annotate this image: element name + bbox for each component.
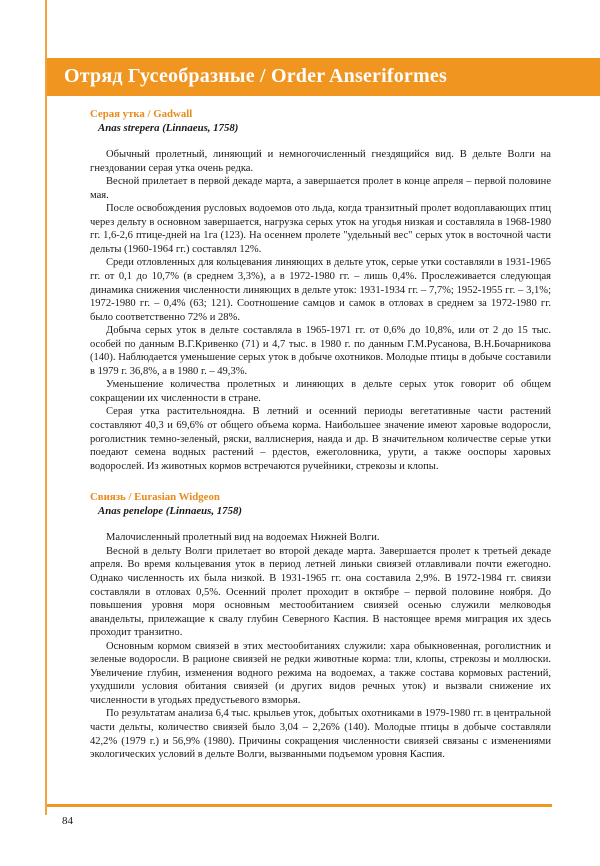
section-spacer (90, 473, 551, 491)
paragraph: Малочисленный пролетный вид на водоемах Нижней Волги. (106, 532, 380, 544)
paragraph: Уменьшение количества пролетных и линяющих в дельте серых уток говорит об общем сокращении их численности в стране. (90, 379, 551, 404)
section-title: Серая утка / Gadwall (90, 108, 193, 120)
paragraph: Серая утка растительноядна. В летний и осенний периоды вегетативные части растений составляют 40,3 и 69,6% от общего объема корма. Наибольшее значение имеют харовые водоросли, роголистник темно-зеленый, ряски, валлиснерия, наяда и др. В значительном количестве серые утки поедают семена водных растений – рдестов, ежеголовника, урути, а также ооспоры харовых водорослей. Из животных кормов встречаются ручейники, стрекозы и клопы. (90, 406, 551, 472)
left-margin-rule (45, 0, 47, 815)
paragraph: Добыча серых уток в дельте составляла в 1965-1971 гг. от 0,6% до 10,8%, или от 2 до 15 тыс. особей по данным В.Г.Кривенко (71) и 4,7 тыс. в 1980 г. по данным Г.М.Русанова, В.Н.Бочарникова (140). Наблюдается уменьшение серых уток в добыче охотников. Молодые птицы в добыче составили в 1979 г. 36,8%, а в 1980 г. – 49,3%. (90, 325, 551, 377)
paragraph: Обычный пролетный, линяющий и немногочисленный гнездящийся вид. В дельте Волги на гнездовании серая утка очень редка. (90, 149, 551, 174)
section-gadwall (90, 108, 551, 473)
footer-rule (47, 804, 552, 807)
paragraph: По результатам анализа 6,4 тыс. крыльев уток, добытых охотниками в 1979-1980 гг. в центральной части дельты, количество свиязей было 3,04 – 2,26% (140). Молодые птицы в добыче составляли 42,2% (1979 г.) и 56,9% (1980). Причины сокращения численности свиязей связаны с изменениями экологических условий в дельте Волги, вызванными подъемом уровня Каспия. (90, 708, 551, 761)
paragraph: Весной в дельту Волги прилетает во второй декаде марта. Завершается пролет к третьей декаде апреля. Во время кольцевания уток в период летней линьки свиязей отлавливали почти ежегодно. Однако численность их была низкой. В 1931-1965 гг. она составила 2,9%. В 1972-1984 гг. свиязи составляли в отловах 0,5%. Осенний пролет проходит в октябре – первой половине ноября. До повышения уровня моря основным местообитанием свиязей осенью служили мелководья авандельты, прилежащие к свалу глубин Северного Каспия. В настоящее время миграция их здесь проходит транзитно. (90, 545, 551, 639)
section-widgeon (90, 491, 551, 761)
page-content (90, 108, 551, 762)
section-latin-name: Anas penelope (Linnaeus, 1758) (98, 504, 242, 517)
section-latin-name: Anas strepera (Linnaeus, 1758) (98, 121, 239, 134)
page-number: 84 (62, 815, 73, 827)
paragraph: Основным кормом свиязей в этих местообитаниях служили: хара обыкновенная, роголистник и зеленые водоросли. В рационе свиязей не редки животные корма: тли, клопы, стрекозы и моллюски. Увеличение глубин, изменения водного режима на водоемах, а также состава кормовых растений, ухудшили условия обитания свиязей (и других видов речных уток) и вызвали снижение их численности в угодьях предустьевого взморья. (90, 640, 551, 706)
section-title: Свиязь / Eurasian Widgeon (90, 491, 220, 504)
paragraph: После освобождения русловых водоемов ото льда, когда транзитный пролет водоплавающих птиц через дельту в основном завершается, нагрузка серых уток на угодья низкая и составляла в 1968-1980 гг. 1,6-2,6 птице-дней на 1га (123). На осеннем пролете "удельный вес" серых уток в восточной части дельты (1960-1964 гг.) составлял 12%. (90, 203, 551, 255)
paragraph: Весной прилетает в первой декаде марта, а завершается пролет в конце апреля – первой половине мая. (90, 176, 551, 201)
paragraph: Среди отловленных для кольцевания линяющих в дельте уток, серые утки составляли в 1931-1965 гг. от 0,1 до 10,7% (в среднем 3,3%), а в 1972-1980 гг. – лишь 0,4%. Прослеживается следующая динамика снижения численности линяющих в дельте уток: 1931-1934 гг. – 7,7%; 1952-1955 гг. – 3,1%; 1972-1980 гг. – 0,4% (63; 121). Соотношение самцов и самок в отловах в среднем за 1972-1980 гг. было соответственно 72% и 28%. (90, 257, 551, 323)
chapter-title: Отряд Гусеобразные / Order Anseriformes (64, 65, 447, 87)
